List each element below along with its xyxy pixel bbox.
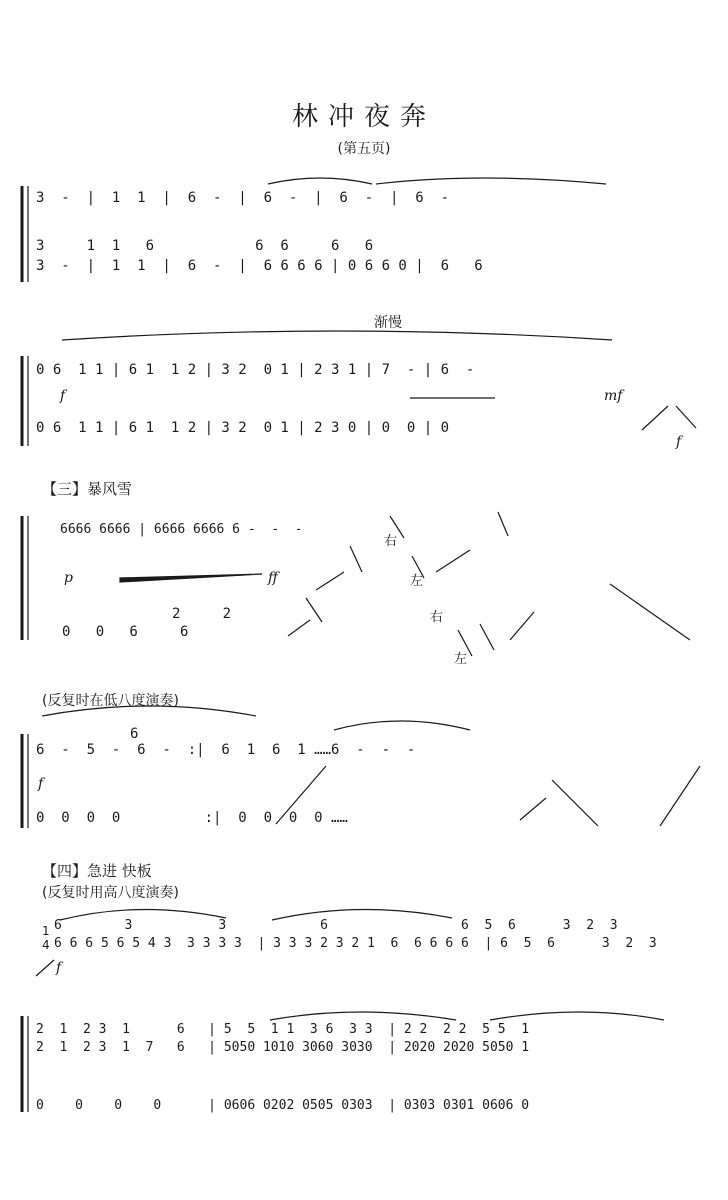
notation-line: 0 0 0 0 | 0606 0202 0505 0303 | 0303 0301 0606 0	[36, 1098, 530, 1113]
notation-line: 0 6 1 1 | 6 1 1 2 | 3 2 0 1 | 2 3 1 | 7 - | 6 -	[36, 362, 475, 378]
section-heading: 【三】暴风雪	[42, 480, 133, 498]
system1-lower-staff	[0, 256, 728, 286]
notation-line: 6 3 3 6 6 5 6 3 2 3	[54, 918, 618, 933]
section-heading: 【四】急进 快板	[42, 862, 152, 880]
performance-note: (反复时在低八度演奏)	[42, 693, 179, 709]
system1-upper-staff	[0, 188, 728, 218]
time-signature-top: 1	[42, 924, 50, 938]
section4-upper-staff	[0, 934, 728, 964]
dynamic-p: p	[64, 570, 73, 586]
slur	[268, 178, 372, 184]
notation-line: 3 1 1 6 6 6 6 6	[36, 238, 374, 254]
repeat-lower-staff	[0, 808, 728, 838]
hand-marker-left: 左	[410, 574, 424, 589]
slur	[376, 178, 606, 184]
section3-lower-staff	[0, 622, 728, 652]
notation-line: 6 6 6 5 6 5 4 3 3 3 3 3 | 3 3 3 2 3 2 1 6 6 6 6 6 | 6 5 6 3 2 3	[54, 936, 657, 951]
hand-marker-left: 左	[454, 652, 468, 667]
hand-marker-right: 右	[384, 534, 398, 549]
page-title: 林冲夜奔	[291, 102, 436, 132]
dynamic-mf: mf	[604, 388, 623, 404]
dynamic-f: f	[60, 388, 66, 404]
notation-line: 0 0 6 6	[62, 624, 189, 640]
system5-lower-staff	[0, 1096, 728, 1126]
system5-upper-staff	[0, 1038, 728, 1068]
arrow-line	[316, 572, 344, 590]
slur	[490, 1012, 664, 1020]
page-subtitle: (第五页)	[337, 141, 391, 157]
section3-upper-staff	[0, 520, 728, 550]
notation-line: 3 - | 1 1 | 6 - | 6 - | 6 - | 6 -	[36, 190, 450, 206]
dynamic-f: f	[38, 776, 44, 792]
notation-line: 2 2	[172, 606, 232, 622]
dynamic-ff: ff	[268, 570, 278, 586]
system2-lower-staff	[0, 418, 728, 448]
system2-upper-staff	[0, 360, 728, 390]
hand-marker-right: 右	[430, 610, 444, 625]
notation-line: 6	[130, 726, 139, 742]
arrow-line	[436, 550, 470, 572]
notation-line: 6666 6666 | 6666 6666 6 - - -	[60, 522, 303, 537]
notation-line: 3 - | 1 1 | 6 - | 6 6 6 6 | 0 6 6 0 | 6 6	[36, 258, 483, 274]
slur	[62, 331, 612, 340]
time-signature-bottom: 4	[42, 938, 50, 952]
dynamic-f: f	[676, 434, 682, 450]
crescendo-hairpin	[120, 574, 262, 582]
notation-line: 0 0 0 0 :| 0 0 0 0 ……	[36, 810, 348, 826]
repeat-upper-staff	[0, 740, 728, 770]
notation-line: 2 1 2 3 1 6 | 5 5 1 1 3 6 3 3 | 2 2 2 2 5 5 1	[36, 1022, 530, 1037]
notation-line: 6 - 5 - 6 - :| 6 1 6 1 ……6 - - -	[36, 742, 416, 758]
performance-note: (反复时用高八度演奏)	[42, 885, 179, 901]
notation-line: 2 1 2 3 1 7 6 | 5050 1010 3060 3030 | 2020 2020 5050 1	[36, 1040, 530, 1055]
slur	[270, 1012, 456, 1020]
dynamic-f: f	[56, 960, 62, 976]
notation-line: 0 6 1 1 | 6 1 1 2 | 3 2 0 1 | 2 3 0 | 0 0 | 0	[36, 420, 450, 436]
tempo-marking: 渐慢	[374, 315, 402, 331]
